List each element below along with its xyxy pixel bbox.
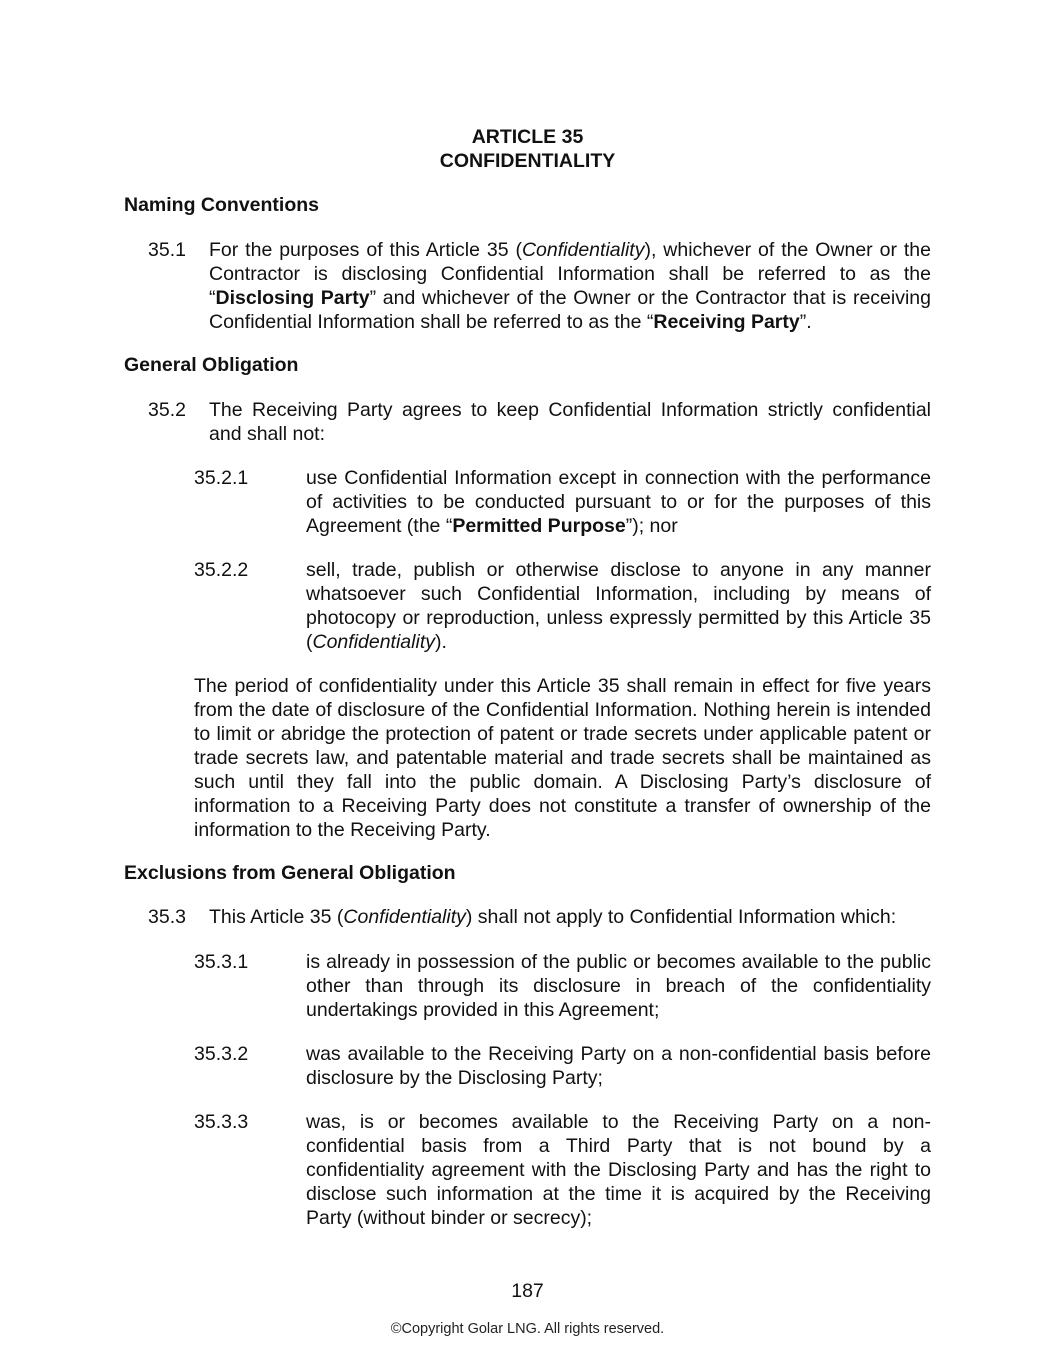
article-number: ARTICLE 35 [471,126,584,148]
subclause-number: 35.3.3 [194,1111,249,1133]
subclause-number: 35.3.2 [194,1043,249,1065]
subclause-text [306,558,931,654]
text-run: ). [434,631,447,653]
article-title: CONFIDENTIALITY [439,150,616,172]
clause-text [209,238,931,334]
defined-term: Disclosing Party [215,287,370,309]
subclause-text: was, is or becomes available to the Receiving Party on a non-confidential basis from a Third Party that is not bound by a confidentiality agreement with the Disclosing Party and has the right to disclose such information at the time it is acquired by the Receiving Party (without binder or secrecy); [306,1111,931,1229]
text-run: ) shall not apply to Confidential Information which: [465,906,897,928]
section-heading-exclusions: Exclusions from General Obligation [124,862,456,884]
text-run: For the purposes of this Article 35 ( [209,239,522,261]
italic-term: Confidentiality [312,631,435,653]
period-paragraph: The period of confidentiality under this Article 35 shall remain in effect for five years from the date of disclosure of the Confidential Information. Nothing herein is intended to limit or abridge the protection of patent or trade secrets under applicable patent or trade secrets law, and patentable material and trade secrets shall be maintained as such until they fall into the public domain. A Disclosing Party’s disclosure of information to a Receiving Party does not constitute a transfer of ownership of the information to the Receiving Party. [194,675,931,841]
clause-text [209,905,931,929]
section-heading-naming: Naming Conventions [124,194,320,216]
text-run: ” and whichever of the Owner or the Contractor that is receiving Confidential Information shall be referred to as the “ [209,287,932,333]
clause-number: 35.1 [148,239,186,261]
text-run: use Confidential Information except in connection with the performance of activities to be conducted pursuant to or for the purposes of this Agreement (the “ [306,467,931,537]
subclause-text: was available to the Receiving Party on a non-confidential basis before disclosure by the Disclosing Party; [306,1043,931,1089]
italic-term: Confidentiality [343,906,466,928]
subclause-number: 35.3.1 [194,951,249,973]
clause-text: The Receiving Party agrees to keep Confidential Information strictly confidential and shall not: [209,399,931,445]
italic-term: Confidentiality [521,239,645,261]
page-number: 187 [511,1280,544,1302]
defined-term: Receiving Party [653,311,800,333]
subclause-number: 35.2.2 [194,559,249,581]
copyright-footer: ©Copyright Golar LNG. All rights reserved. [390,1321,665,1337]
text-run: ”); nor [625,515,678,537]
clause-number: 35.2 [148,399,186,421]
section-heading-general: General Obligation [124,354,299,376]
article-heading [124,125,931,173]
subclause-number: 35.2.1 [194,467,249,489]
clause-number: 35.3 [148,906,186,928]
subclause-text: is already in possession of the public or becomes available to the public other than through its disclosure in breach of the confidentiality undertakings provided in this Agreement; [306,951,931,1021]
text-run: ), whichever of the Owner or the Contractor is disclosing Confidential Information shall be referred to as the “ [209,239,931,309]
text-run: This Article 35 ( [209,906,344,928]
defined-term: Permitted Purpose [452,515,626,537]
subclause-text [306,466,931,538]
text-run: ”. [799,311,812,333]
text-run: sell, trade, publish or otherwise disclose to anyone in any manner whatsoever such Confidential Information, including by means of photocopy or reproduction, unless expressly permitted by this Article 35 ( [306,559,931,653]
